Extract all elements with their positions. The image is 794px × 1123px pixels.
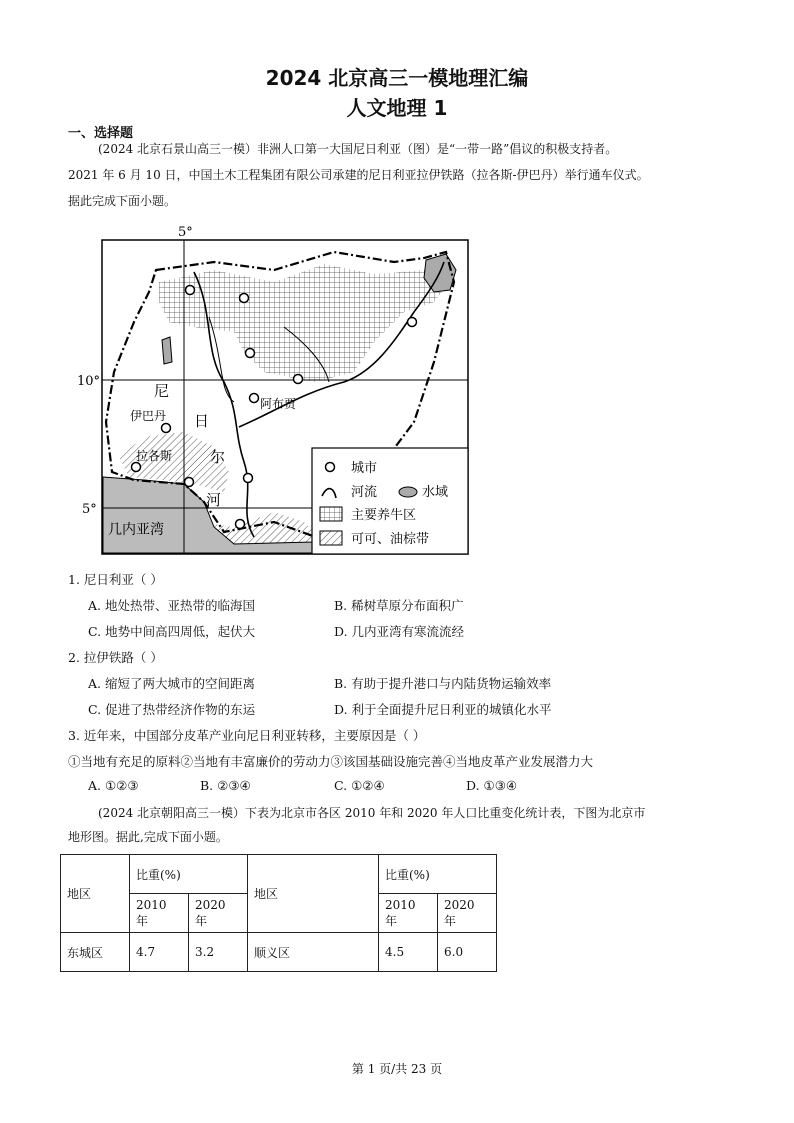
legend-cocoa-label: 可可、油棕带 <box>351 532 430 547</box>
q1-option-c[interactable]: C. 地势中间高四周低，起伏大 <box>88 624 256 639</box>
document-subtitle: 人文地理 1 <box>346 96 448 120</box>
q1-option-a[interactable]: A. 地处热带、亚热带的临海国 <box>88 598 255 613</box>
city-marker <box>246 349 255 358</box>
city-marker-abuja <box>250 394 259 403</box>
table-cell-value: 4.7 <box>130 933 189 972</box>
city-marker-lagos <box>132 463 141 472</box>
legend-cattle-label: 主要养牛区 <box>351 508 417 523</box>
city-marker <box>408 318 417 327</box>
intro1-line2: 2021 年 6 月 10 日，中国土木工程集团有限公司承建的尼日利亚拉伊铁路（拉各斯-伊巴丹）举行通车仪式。 <box>68 168 649 182</box>
table-cell-value: 6.0 <box>438 933 497 972</box>
table-cell-region: 东城区 <box>61 933 130 972</box>
city-marker <box>294 375 303 384</box>
city-marker <box>240 294 249 303</box>
section-heading: 一、选择题 <box>68 126 134 141</box>
q3-option-a[interactable]: A. ①②③ <box>88 778 139 793</box>
city-marker-ibadan <box>162 424 171 433</box>
country-char-3: 尔 <box>210 448 226 466</box>
q3-stem: 3. 近年来，中国部分皮革产业向尼日利亚转移，主要原因是（ ） <box>68 728 426 743</box>
city-label-lagos: 拉各斯 <box>136 449 173 463</box>
q2-option-b[interactable]: B. 有助于提升港口与内陆货物运输效率 <box>334 676 552 691</box>
legend-cocoa-symbol <box>320 531 342 545</box>
city-marker <box>186 286 195 295</box>
q2-stem: 2. 拉伊铁路（ ） <box>68 650 163 665</box>
kainji-lake <box>162 337 172 364</box>
table-header-2010-b: 2010 年 <box>379 894 438 933</box>
gulf-label: 几内亚湾 <box>108 522 164 538</box>
legend-city-label: 城市 <box>351 461 378 476</box>
city-marker <box>236 520 245 529</box>
table-header-2010: 2010 年 <box>130 894 189 933</box>
lat-label-10: 10° <box>77 374 101 389</box>
city-label-ibadan: 伊巴丹 <box>130 409 167 423</box>
table-cell-value: 4.5 <box>379 933 438 972</box>
lon-label: 5° <box>178 225 193 240</box>
intro1-line1: (2024 北京石景山高三一模）非洲人口第一大国尼日利亚（图）是“一带一路”倡议的积极支持者。 <box>98 142 618 156</box>
table-header-2020: 2020 年 <box>189 894 248 933</box>
document-title: 2024 北京高三一模地理汇编 <box>265 66 529 90</box>
q1-option-d[interactable]: D. 几内亚湾有寒流流经 <box>334 624 465 639</box>
q2-option-a[interactable]: A. 缩短了两大城市的空间距离 <box>88 676 255 691</box>
page-footer: 第 1 页/共 23 页 <box>351 1062 443 1076</box>
legend-cattle-symbol <box>320 507 342 521</box>
city-label-abuja: 阿布贾 <box>260 397 297 411</box>
intro1-line3: 据此完成下面小题。 <box>68 194 177 208</box>
q2-option-d[interactable]: D. 利于全面提升尼日利亚的城镇化水平 <box>334 702 552 717</box>
country-char-2: 日 <box>194 412 210 430</box>
q2-option-c[interactable]: C. 促进了热带经济作物的东运 <box>88 702 256 717</box>
city-marker <box>185 478 194 487</box>
city-marker <box>244 474 253 483</box>
intro2-line2: 地形图。据此,完成下面小题。 <box>68 830 228 844</box>
q1-option-b[interactable]: B. 稀树草原分布面积广 <box>334 598 464 613</box>
legend-water-symbol <box>399 487 417 497</box>
country-char-4: 河 <box>206 491 222 509</box>
q1-stem: 1. 尼日利亚（ ） <box>68 572 163 587</box>
nigeria-map <box>74 222 474 556</box>
country-char-1: 尼 <box>154 382 170 400</box>
table-cell-value: 3.2 <box>189 933 248 972</box>
intro2-line1: (2024 北京朝阳高三一模）下表为北京市各区 2010 年和 2020 年人口比重变化统计表，下图为北京市 <box>98 806 646 820</box>
q3-option-d[interactable]: D. ①③④ <box>466 778 518 793</box>
legend-river-label: 河流 <box>351 485 378 500</box>
q3-reasons: ①当地有充足的原料②当地有丰富廉价的劳动力③该国基础设施完善④当地皮革产业发展潜力大 <box>68 754 594 769</box>
legend-city-symbol <box>326 463 335 472</box>
table-cell-region: 顺义区 <box>248 933 379 972</box>
population-table <box>60 854 497 972</box>
table-header-ratio: 比重(%) <box>130 855 248 894</box>
table-header-ratio-2: 比重(%) <box>379 855 497 894</box>
q3-option-c[interactable]: C. ①②④ <box>334 778 385 793</box>
table-header-region-2: 地区 <box>248 855 379 933</box>
lat-label-5: 5° <box>82 502 97 517</box>
table-row <box>61 933 497 972</box>
table-header-region: 地区 <box>61 855 130 933</box>
table-header-2020-b: 2020 年 <box>438 894 497 933</box>
legend-water-label: 水域 <box>422 485 449 500</box>
q3-option-b[interactable]: B. ②③④ <box>200 778 251 793</box>
